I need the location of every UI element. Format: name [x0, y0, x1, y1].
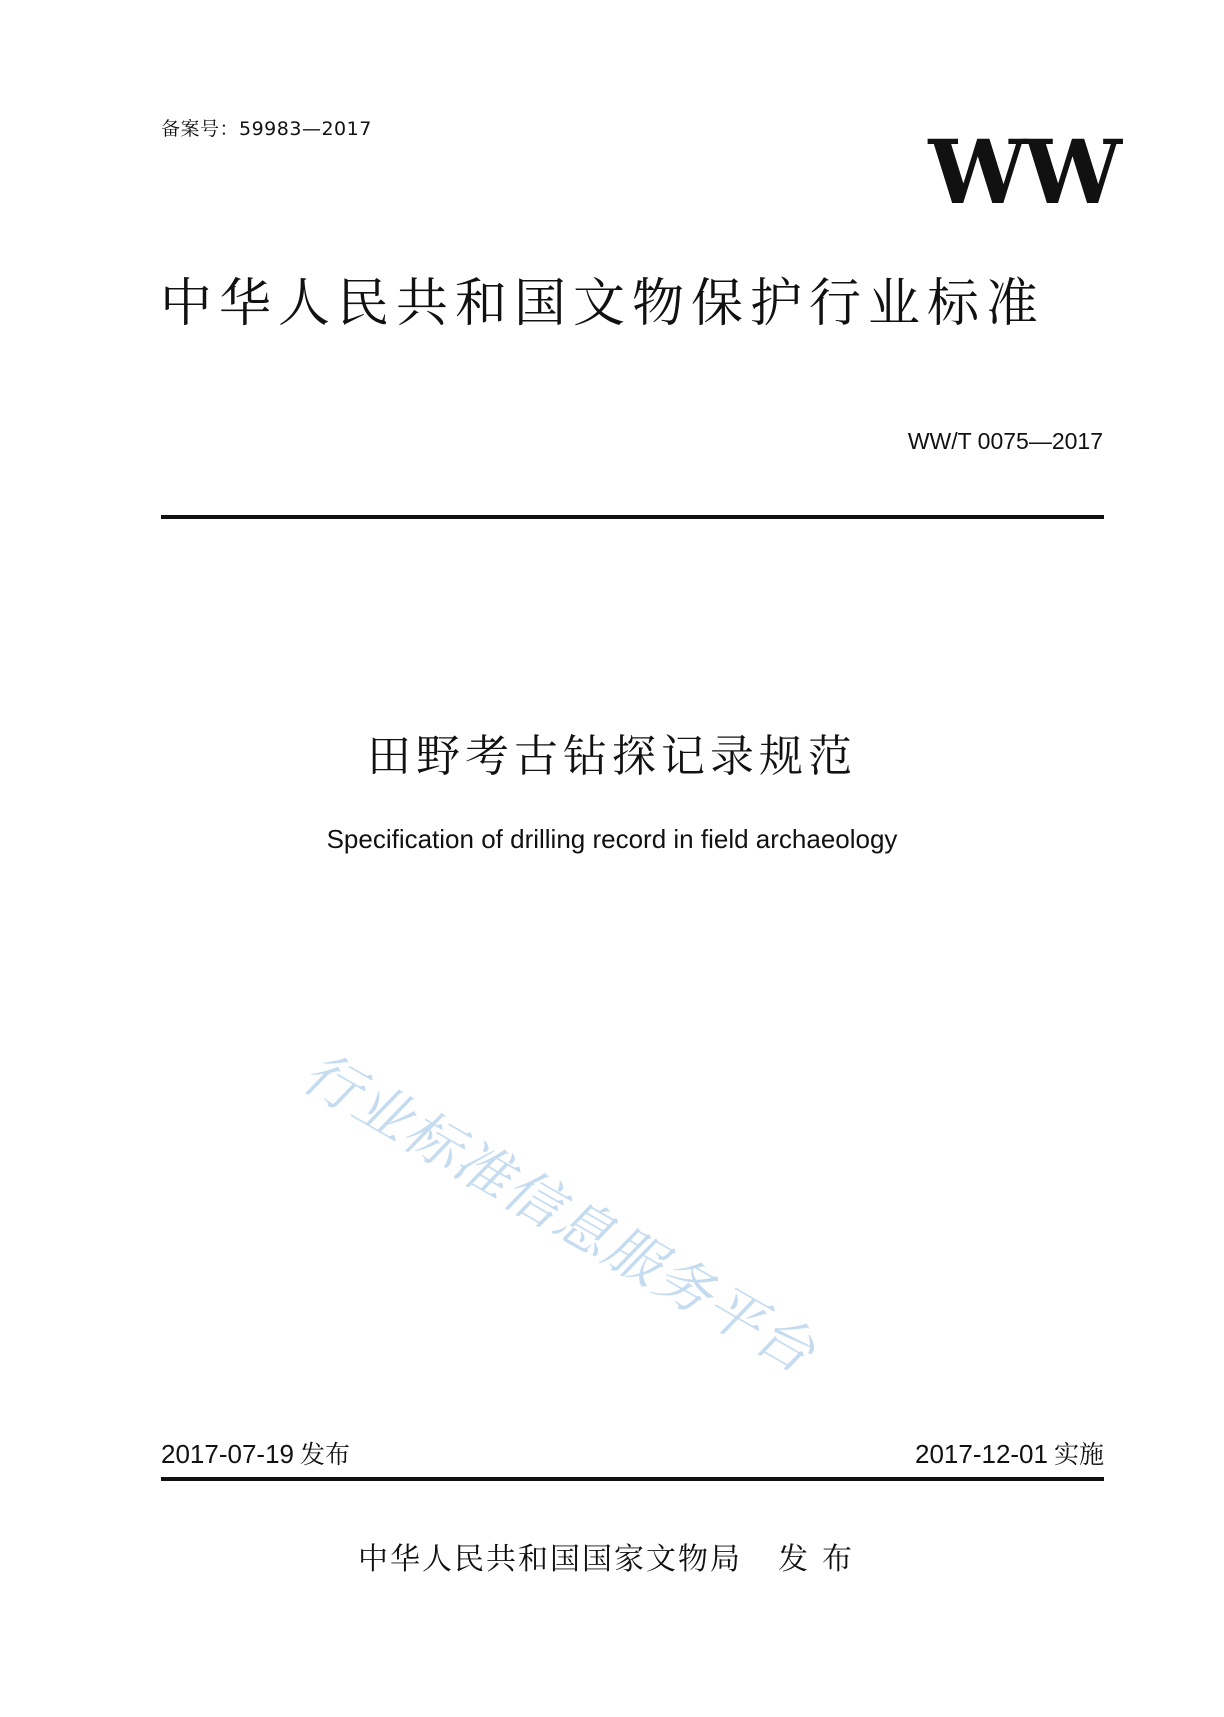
bottom-divider: [161, 1477, 1104, 1481]
issue-date: 2017-07-19: [161, 1439, 294, 1469]
implementation-date: 2017-12-01: [914, 1439, 1048, 1469]
publisher-action: 发布: [778, 1542, 866, 1577]
publisher-name: 中华人民共和国国家文物局: [358, 1542, 742, 1577]
ww-logo: WW: [928, 120, 1118, 224]
standard-number: WW/T 0075—2017: [907, 428, 1103, 454]
top-divider: [161, 515, 1104, 519]
filing-number: 备案号：59983—2017: [161, 118, 372, 140]
document-title-english: Specification of drilling record in field archaeology: [326, 824, 898, 854]
issue-label: 发布: [300, 1440, 351, 1469]
watermark: 行业标准信息服务平台: [291, 1040, 827, 1387]
document-title-chinese: 田野考古钻探记录规范: [367, 731, 857, 782]
standard-category-title: 中华人民共和国文物保护行业标准: [160, 274, 1046, 334]
implementation-date-block: [915, 1435, 1104, 1471]
publisher-line: [0, 1534, 1224, 1578]
implementation-label: 实施: [1053, 1440, 1104, 1469]
issue-date-block: [161, 1435, 350, 1471]
